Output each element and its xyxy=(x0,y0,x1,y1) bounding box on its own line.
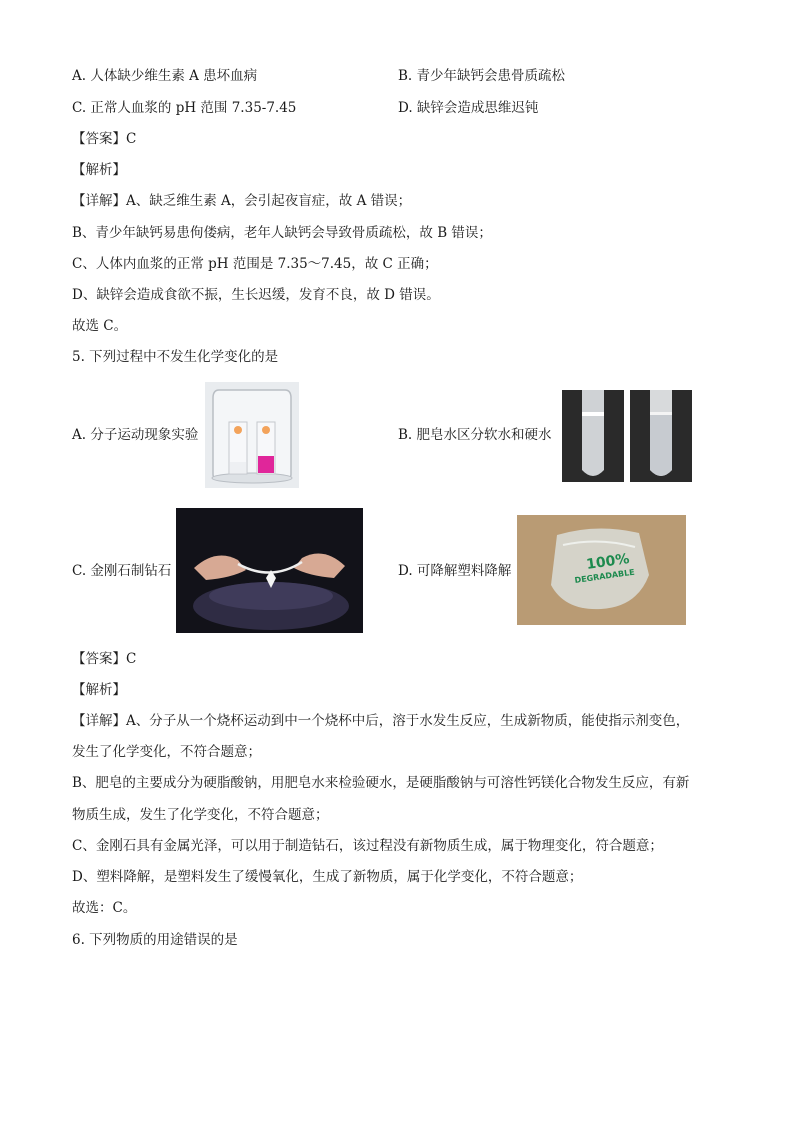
q4-conclusion: 故选 C。 xyxy=(72,318,128,334)
q5-answer: 【答案】C xyxy=(72,651,137,667)
q5-detail-line: B、肥皂的主要成分为硬脂酸钠，用肥皂水来检验硬水，是硬脂酸钠与可溶性钙镁化合物发生反应，有新 xyxy=(72,775,690,791)
test-tubes-image xyxy=(562,390,692,482)
q4-detail-line: C、人体内血浆的正常 pH 范围是 7.35～7.45，故 C 正确； xyxy=(72,256,438,272)
q5-analysis-heading: 【解析】 xyxy=(72,682,126,698)
q5-detail-line: D、塑料降解，是塑料发生了缓慢氧化，生成了新物质，属于化学变化，不符合题意； xyxy=(72,869,583,885)
q4-option-c: C. 正常人血浆的 pH 范围 7.35-7.45 xyxy=(72,100,297,116)
q4-answer: 【答案】C xyxy=(72,131,137,147)
q6-title: 6. 下列物质的用途错误的是 xyxy=(72,932,238,948)
degradable-plastic-image xyxy=(517,515,686,625)
q5-option-a: A. 分子运动现象实验 xyxy=(72,427,199,443)
plastic-label-bottom: DEGRADABLE xyxy=(574,567,636,585)
q5-detail-line: C、金刚石具有金属光泽，可以用于制造钻石，该过程没有新物质生成，属于物理变化，符合题意； xyxy=(72,838,663,854)
diamond-necklace-image xyxy=(176,508,363,633)
q5-option-b: B. 肥皂水区分软水和硬水 xyxy=(398,427,552,443)
plastic-label-top: 100% xyxy=(585,551,631,573)
q4-detail-line: B、青少年缺钙易患佝偻病，老年人缺钙会导致骨质疏松，故 B 错误； xyxy=(72,225,492,241)
q5-option-c: C. 金刚石制钻石 xyxy=(72,563,172,579)
q4-option-d: D. 缺锌会造成思维迟钝 xyxy=(398,100,539,116)
q5-conclusion: 故选：C。 xyxy=(72,900,137,916)
beaker-experiment-image xyxy=(205,382,299,488)
q5-option-d: D. 可降解塑料降解 xyxy=(398,563,512,579)
q4-detail-line: 【详解】A、缺乏维生素 A，会引起夜盲症，故 A 错误； xyxy=(72,193,412,209)
q5-title: 5. 下列过程中不发生化学变化的是 xyxy=(72,349,279,365)
q5-detail-line: 【详解】A、分子从一个烧杯运动到中一个烧杯中后，溶于水发生反应，生成新物质，能使指示剂变色， xyxy=(72,713,690,729)
q4-option-b: B. 青少年缺钙会患骨质疏松 xyxy=(398,68,566,84)
q5-detail-line: 物质生成，发生了化学变化，不符合题意； xyxy=(72,807,329,823)
q4-analysis-heading: 【解析】 xyxy=(72,162,126,178)
q4-detail-line: D、缺锌会造成食欲不振，生长迟缓，发育不良，故 D 错误。 xyxy=(72,287,440,303)
q4-option-a: A. 人体缺少维生素 A 患坏血病 xyxy=(72,68,258,84)
q5-detail-line: 发生了化学变化，不符合题意； xyxy=(72,744,261,760)
